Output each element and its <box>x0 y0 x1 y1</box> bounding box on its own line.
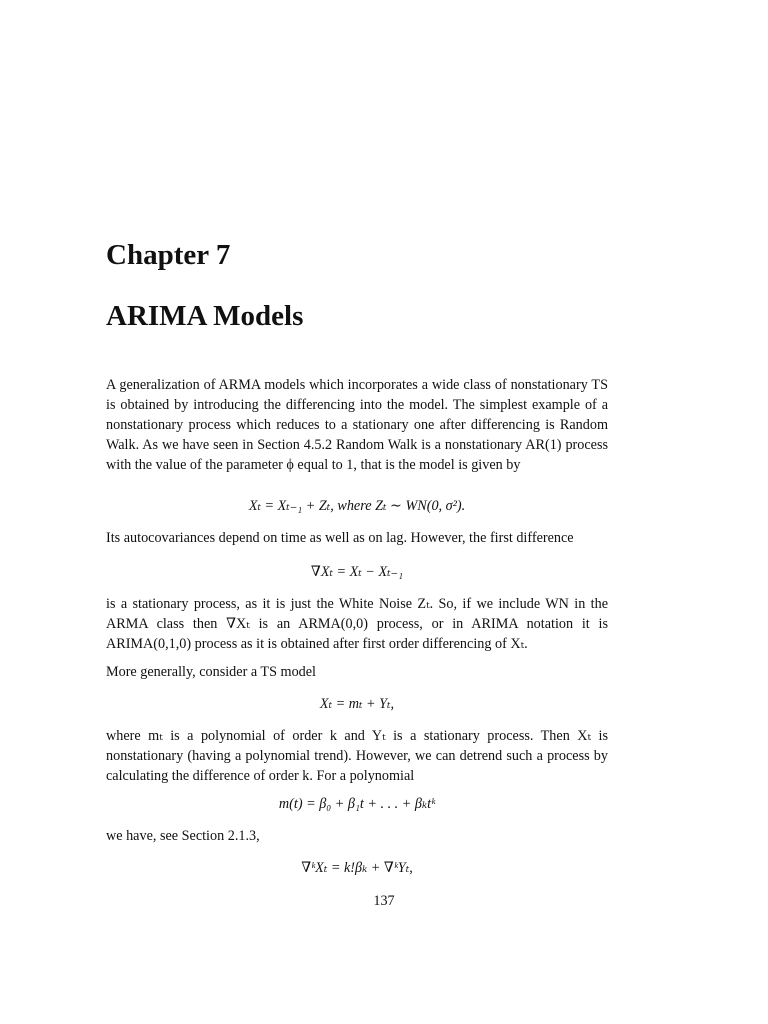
paragraph-autocovariance: Its autocovariances depend on time as well as on lag. However, the first difference <box>106 530 574 546</box>
chapter-label: Chapter 7 <box>106 239 231 271</box>
equation-text: ∇ᵏXₜ = k!βₖ + ∇ᵏYₜ, <box>301 860 413 876</box>
paragraph-more-general: More generally, consider a TS model <box>106 664 316 680</box>
equation-random-walk <box>106 496 608 516</box>
chapter-title: ARIMA Models <box>106 300 304 332</box>
equation-polynomial <box>106 794 608 814</box>
page-number: 137 <box>373 893 395 909</box>
equation-text: m(t) = β₀ + β₁t + . . . + βₖtᵏ <box>278 796 436 812</box>
equation-first-difference <box>106 562 608 582</box>
equation-text: Xₜ = mₜ + Yₜ, <box>319 696 395 712</box>
paragraph-intro: A generalization of ARMA models which incorporates a wide class of nonstationary TS is obtained by introducing the differencing into the model. The simplest example of a nonstationary process which reduces to a stationary one after differencing is Random Walk. As we have seen in Section 4.5.2 Random Walk is a nonstationary AR(1) process with the value of the parameter ϕ equal to 1, that is the model is given by <box>106 377 608 473</box>
paragraph-stationary: is a stationary process, as it is just the White Noise Zₜ. So, if we include WN in the ARMA class then ∇Xₜ is an ARMA(0,0) process, or in ARIMA notation it is ARIMA(0,1,0) process as it is obtained after first order differencing of Xₜ. <box>106 596 608 652</box>
equation-ts-model <box>106 694 608 714</box>
paragraph-where-mt: where mₜ is a polynomial of order k and Yₜ is a stationary process. Then Xₜ is nonstationary (having a polynomial trend). However, we can detrend such a process by calculating the difference of order k. For a polynomial <box>106 728 608 784</box>
equation-text: Xₜ = Xₜ₋₁ + Zₜ, where Zₜ ∼ WN(0, σ²). <box>248 498 466 514</box>
equation-text: ∇Xₜ = Xₜ − Xₜ₋₁ <box>310 564 404 580</box>
paragraph-we-have: we have, see Section 2.1.3, <box>106 828 260 844</box>
equation-kth-difference <box>106 858 608 878</box>
